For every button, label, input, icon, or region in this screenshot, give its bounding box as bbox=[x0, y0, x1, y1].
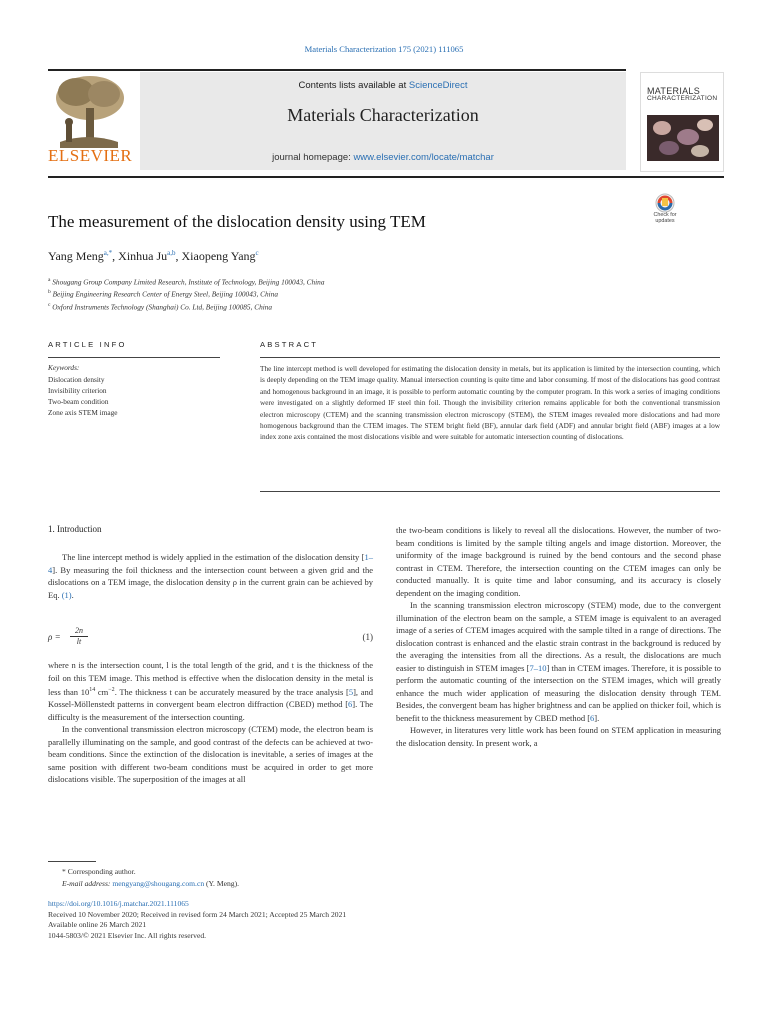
keyword: Invisibility criterion bbox=[48, 386, 107, 395]
equation-denominator: lt bbox=[76, 637, 82, 646]
affiliations bbox=[48, 275, 324, 312]
affiliation: $^b$ Beijing Engineering Research Center of Energy Steel, Beijing 100043, China bbox=[48, 289, 278, 299]
header-rule-bottom bbox=[48, 176, 724, 178]
check-for-updates-badge[interactable] bbox=[648, 193, 682, 235]
reference-link[interactable]: 5 bbox=[348, 686, 354, 697]
reference-link[interactable]: 6 bbox=[590, 712, 595, 723]
email-link[interactable]: mengyang@shougang.com.cn bbox=[112, 879, 205, 888]
keywords-list bbox=[48, 374, 118, 418]
reference-link[interactable]: 7–10 bbox=[529, 662, 547, 673]
tree-logo-icon bbox=[48, 72, 128, 150]
homepage-prefix: journal homepage: bbox=[272, 152, 354, 163]
cover-title-line1: MATERIALS bbox=[647, 86, 701, 96]
reference-link[interactable]: 6 bbox=[348, 699, 353, 710]
equation-1 bbox=[48, 626, 373, 650]
article-title: The measurement of the dislocation density using TEM bbox=[48, 212, 426, 231]
check-updates-text bbox=[648, 213, 682, 225]
author-marks[interactable]: a,b bbox=[167, 249, 176, 257]
received-dates: Received 10 November 2020; Received in revised form 24 March 2021; Accepted 25 March 2021 bbox=[48, 909, 347, 919]
equation-link[interactable]: (1) bbox=[61, 589, 72, 600]
keyword: Zone axis STEM image bbox=[48, 408, 118, 417]
cover-image bbox=[647, 115, 719, 161]
equation-numerator: 2n bbox=[70, 626, 88, 637]
introduction-heading: 1. Introduction bbox=[48, 524, 102, 534]
journal-homepage-link[interactable]: www.elsevier.com/locate/matchar bbox=[353, 152, 494, 163]
check-updates-line2: updates bbox=[655, 217, 675, 224]
abstract-rule bbox=[260, 357, 720, 358]
intro-left-paragraph-3: In the conventional transmission electron microscopy (CTEM) mode, the electron beam is parallelly illuminating on the sample, and good contrast of the defects can be achieved at two-beam conditions. Since the extinction of the dislocation is inevitable, a series of images at the same position with different two-beam conditions must be acquired in order to get more dislocations visible. The superposition of the images at all bbox=[48, 724, 373, 785]
intro-right-paragraph-3: However, in literatures very little work has been found on STEM application in measuring the dislocation density. In present work, a bbox=[396, 725, 721, 748]
author-marks[interactable]: a,* bbox=[103, 249, 113, 257]
intro-right-paragraph-2: In the scanning transmission electron microscopy (STEM) mode, due to the convergent illumination of the electron beam on the sample, a STEM image is equivalent to an averaged image of a series of CTEM images acquired with the sample tilted in a range of directions. The dislocation contrast is enhanced and the elastic strain contrast in the background is reduced by the averaging the intensities from all the directions. As a result, the dislocations are much easier to distinguish in STEM images [7–10] than in CTEM images. Therefore, it is possible to perform the automatic counting of the intersection on the STEM images, which will greatly enhance the much wider application of measuring the dislocation density through TEM. Besides, the convergent beam has higher brightness and can be applied on thicker foil, which is benefit to the thickness measurement by CBED method [6]. bbox=[396, 600, 721, 723]
intro-right-paragraph-1: the two-beam conditions is likely to reveal all the dislocations. However, the number of two-beam conditions is limited by the sample tilting angels and image distortion. Moreover, the uniformity of the image background is ruined by the bend contours and the second phase contrast in CTEM. Therefore, the intersection counting on the CTEM images can only be conducted manually. It is quite time and labor consuming, and its accuracy is closely dependent on the imaging condition. bbox=[396, 525, 721, 598]
cover-title bbox=[647, 87, 717, 103]
contents-prefix: Contents lists available at bbox=[298, 80, 409, 91]
elsevier-wordmark: ELSEVIER bbox=[48, 146, 133, 165]
header-rule-top bbox=[48, 69, 626, 71]
author-list: Yang Meng$^{a,*}$, Xinhua Ju$^{a,b}$, Xiaopeng Yang$^c$ bbox=[48, 249, 259, 263]
equation-lhs: ρ = bbox=[48, 632, 61, 642]
check-updates-line1: Check for bbox=[653, 212, 677, 218]
homepage-line bbox=[140, 152, 626, 163]
article-info-header: ARTICLE INFO bbox=[48, 340, 127, 349]
elsevier-logo[interactable] bbox=[48, 72, 133, 170]
abstract-text: The line intercept method is well developed for estimating the dislocation density in metals, but its application is limited by the intersection counting, which is deeply depending on the TEM image quality. Manual intersection counting is quite time and labor consuming. If most of the dislocations has good contrast and homogenous background in an image, it is possible to perform automatic counting by the computer program. In this work a series of imaging conditions were investigated on a slightly deformed IF steel thin foil. Though the invisibility criterion remains applicable for both the conventional transmission electron microscopy (CTEM) and the scanning transmission electron microscopy (STEM), the STEM images revealed more dislocations and had more homogenous background than the CTEM images. The STEM bright field (BF), annular dark field (ADF) and annular bright field (ABF) images at a low index zone axis contained the most dislocations visible and were suitable for automatic intersection counting of dislocations. bbox=[260, 364, 720, 442]
copyright: 1044-5803/© 2021 Elsevier Inc. All rights reserved. bbox=[48, 930, 207, 940]
sciencedirect-link[interactable]: ScienceDirect bbox=[408, 80, 468, 91]
footnote-rule bbox=[48, 861, 96, 862]
keywords-label: Keywords: bbox=[48, 363, 80, 372]
equation-number: (1) bbox=[362, 632, 373, 642]
abstract-bottom-rule bbox=[260, 491, 720, 492]
keyword: Dislocation density bbox=[48, 375, 105, 384]
article-info-rule bbox=[48, 357, 220, 358]
journal-cover-thumbnail[interactable] bbox=[640, 72, 724, 172]
abstract-header: ABSTRACT bbox=[260, 340, 319, 349]
publication-info bbox=[48, 899, 346, 941]
check-updates-icon bbox=[648, 193, 682, 213]
cover-title-line2: CHARACTERIZATION bbox=[647, 95, 718, 103]
reference-link[interactable]: 1–4 bbox=[48, 552, 373, 575]
corresponding-footnote: * Corresponding author. bbox=[62, 867, 136, 876]
author-name[interactable]: Yang Meng bbox=[48, 249, 104, 263]
keyword: Two-beam condition bbox=[48, 397, 109, 406]
intro-left-paragraph-1: The line intercept method is widely applied in the estimation of the dislocation density [1–4]. By measuring the foil thickness and the intersection count between a given grid and the dislocations on a TEM image, the dislocation density ρ in the current grain can be achieved by Eq. (1). bbox=[48, 552, 373, 600]
journal-title: Materials Characterization bbox=[287, 105, 479, 125]
available-online: Available online 26 March 2021 bbox=[48, 920, 147, 930]
journal-citation[interactable]: Materials Characterization 175 (2021) 111065 bbox=[304, 44, 464, 54]
author-marks[interactable]: c bbox=[255, 249, 259, 257]
intro-left-paragraphs-2-3: where n is the intersection count, l is the total length of the grid, and t is the thickness of the foil on this TEM image. This method is effective when the dislocation density in the metal is less than $10^{14}$ $cm^{-2}$. The thickness t can be accurately measured by the trace analysis [5], and Kossel-Möllenstedt patterns in convergent beam electron diffraction (CBED) method [6]. The difficulty is the measurement of the intersection counting. In the conventional transmission electron microscopy (CTEM) mode, the electron beam is parallelly illuminating on the sample, and good contrast of the defects can be achieved at two-beam conditions. Since the extinction of the dislocation is inevitable, a series of images at the same position with different two-beam conditions must be acquired in order to get more dislocations visible. The superposition of the images at all bbox=[48, 660, 373, 785]
affiliation: $^a$ Shougang Group Company Limited Research, Institute of Technology, Beijing 100043, China bbox=[48, 277, 325, 287]
contents-line bbox=[140, 80, 626, 91]
email-footnote: E-mail address: mengyang@shougang.com.cn (Y. Meng). bbox=[62, 879, 239, 888]
intro-right-column bbox=[396, 524, 721, 749]
author-name[interactable]: Xiaopeng Yang bbox=[181, 249, 256, 263]
equation-fraction bbox=[70, 626, 88, 647]
doi-link[interactable]: https://doi.org/10.1016/j.matchar.2021.111065 bbox=[48, 899, 189, 908]
author-name[interactable]: Xinhua Ju bbox=[118, 249, 168, 263]
footnotes bbox=[62, 866, 239, 890]
affiliation: $^c$ Oxford Instruments Technology (Shanghai) Co. Ltd, Beijing 100085, China bbox=[48, 301, 273, 312]
